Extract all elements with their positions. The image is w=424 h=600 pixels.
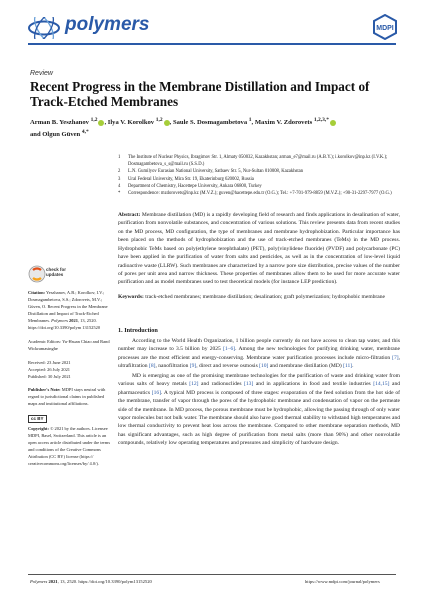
accepted-date: Accepted: 26 July 2021 (28, 366, 71, 372)
citation-text: Yeszhanov, A.B.; Korolkov, I.V.; Dosmagambetova, S.S.; Zdorovets, M.V.; Güven, O. Recent Progress in the Membrane Distillation and Impact of Track-Etched Membranes. (28, 290, 108, 323)
correspondence-text: Correspondence: mzdorovets@inp.kz (M.V.Z.); guven@hacettepe.edu.tr (O.G.); Tel.: +7-701-979-8859 (M.V.Z.); +90-31-2297-7977 (O.G.) (128, 191, 392, 197)
citation (28, 290, 112, 332)
published-date: Published: 30 July 2021 (28, 373, 71, 379)
correspondence (118, 190, 398, 197)
keywords (118, 293, 400, 301)
orcid-icon[interactable] (330, 120, 336, 126)
affiliation-ref: 1,2 (155, 117, 163, 123)
reference-link[interactable]: [7] (392, 354, 399, 361)
text-run: , nanofiltration (155, 363, 190, 370)
abstract-label: Abstract: (118, 212, 141, 218)
author-dosmagambetova[interactable]: , Saule S. Dosmagambetova (169, 119, 249, 127)
affiliation-item (118, 183, 398, 190)
citation-doi[interactable]: , 13, 2520. https://doi.org/10.3390/polym 13152520 (28, 317, 101, 330)
keywords-text: track-etched membranes; membrane distillation; desalination; graft polymerization; hydrophobic membrane (143, 294, 385, 300)
affiliations (118, 154, 398, 197)
text-run: and membrane distillation (MD) (268, 363, 344, 370)
text-run: . (352, 363, 354, 370)
abstract (118, 211, 400, 287)
reference-link[interactable]: [10] (259, 363, 269, 370)
affiliation-number: 2 (118, 169, 121, 175)
journal-name: polymers (65, 14, 150, 35)
citation-label: Citation: (28, 290, 46, 295)
text-run: . Among the new technologies for purifying drinking water, membrane processes are the most efficient and energy-conserving. Membrane water purification processes include micro-filtration (118, 346, 400, 361)
text-run: , ultrafiltration (118, 354, 400, 370)
polymers-journal-logo (28, 17, 60, 39)
reference-link[interactable]: [16] (151, 389, 162, 396)
publishers-note-label: Publisher's Note: (28, 387, 61, 393)
author-zdorovets[interactable]: , Maxim V. Zdorovets (251, 119, 314, 127)
reference-link[interactable]: [9] (189, 363, 197, 370)
affiliation-number: 1 (118, 155, 121, 160)
article-info-sidebar (28, 290, 112, 468)
reference-link[interactable]: [12] (189, 381, 199, 388)
copyright-label: Copyright: (28, 426, 49, 432)
cc-by-license-icon[interactable]: cc BY (28, 415, 47, 423)
copyright-text: © 2021 by the authors. Licensee MDPI, Basel, Switzerland. This article is an open access article distributed under the terms and conditions of the Creative Commons Attribution (CC BY) license (https:// creativecommons.org/licenses/by/ 4.0/). (28, 426, 111, 467)
affiliation-text: The Institute of Nuclear Physics, Ibragimov Str. 1, Almaty 050032, Kazakhstan; arman_e7@mail.ru (A.B.Y.); i.korolkov@inp.kz (I.V.K.); Dosmagambetova_s_s@mail.ru (S.S.D.) (128, 155, 388, 168)
publishers-note-text: MDPI stays neutral with regard to jurisdictional claims in published maps and institutional affiliations. (28, 387, 106, 407)
paper-title: Recent Progress in the Membrane Distillation and Impact of Track-Etched Membranes (30, 79, 370, 109)
publishers-note (28, 387, 112, 408)
footer-rule (28, 574, 396, 575)
author-korolkov[interactable]: , Ilya V. Korolkov (104, 119, 156, 127)
affiliation-ref: 1,2 (90, 117, 98, 123)
corresponding-mark: * (85, 128, 89, 135)
corresponding-mark: * (118, 191, 121, 197)
text-run: , direct and reverse osmosis (196, 363, 260, 370)
check-updates-line1: check for (46, 267, 67, 272)
footer-year: 2021 (47, 579, 58, 584)
reference-link[interactable]: [1–6] (223, 346, 236, 353)
footer-citation (30, 579, 152, 584)
affiliation-item (118, 168, 398, 175)
footer-journal-url[interactable]: https://www.mdpi.com/journal/polymers (305, 579, 380, 584)
affiliation-numbers: 4, (81, 128, 86, 135)
reference-link[interactable]: [8] (148, 363, 156, 370)
citation-journal: Polymers (51, 317, 68, 323)
author-yeszhanov[interactable]: Arman B. Yeszhanov (30, 119, 91, 127)
author-guven[interactable]: and Olgun Güven (30, 130, 82, 138)
footer-doi[interactable]: , 13, 2520. https://doi.org/10.3390/polym13152520 (57, 579, 152, 584)
mdpi-logo[interactable] (372, 14, 398, 40)
reference-link[interactable]: [11] (343, 363, 353, 370)
abstract-text: Membrane distillation (MD) is a rapidly developing field of research and finds applications in desalination of water, purification from nonvolatile substances, and concentration of various solutions. This review presents data from recent studies on the MD process, MD configuration, the type of membranes and membrane hydrophobization. Particular importance has been placed on the methods of hydrophobization and the use of track-etched membranes (TeMs) in the MD process. Hydrophobic TeMs based on poly(ethylene terephthalate) (PET), poly(vinylidene fluoride) (PVDF) and polycarbonate (PC) have been applied in the purification of water from salts and pesticides, as well as in the concentration of low-level liquid radioactive waste (LLRW). Such membranes are characterized by a narrow pore size distribution, precise values of the number of pores per unit area and narrow thickness. These properties of membranes allow them to be used for more accurate water purification and as model membranes used to test theoretical models (for instance LEP prediction). (118, 212, 400, 286)
text-run: MD is emerging as one of the promising membrane technologies for the purification of waste and drinking water from various salts of heavy metals (118, 372, 400, 388)
text-run: . A typical MD process is composed of three stages: evaporation of the feed solution from the hot side of the membrane, transfer of vapor through the pores of the hydrophobic membrane and condensation of vapor on the permeate side of the membrane. In MD process, the porous membrane must be hydrophobic, allowing the passing through of only water vapor molecules but not bulk water. The membrane should also have good thermal stability to withstand high temperatures and low thermal conductivity to prevent heat loss across the membrane. Compared to other membrane separation methods, MD has significant advantages, such as high degree of purification from metal salts (more than 90%) and other nonvolatile compounds, relatively low operating temperatures and pressures and simplicity of hardware design. (118, 389, 400, 447)
affiliation-ref (82, 129, 89, 135)
affiliation-numbers: 1,2,3, (313, 117, 327, 123)
affiliation-ref: 1 (248, 117, 252, 123)
affiliation-text: Ural Federal University, Mira Str. 19, Ekaterinburg 620002, Russia (128, 176, 254, 182)
footer-journal: Polymers (30, 579, 48, 584)
corresponding-mark: * (326, 117, 329, 123)
keywords-label: Keywords: (118, 294, 144, 300)
check-for-updates-label (46, 267, 66, 277)
affiliation-text: L.N. Gumilyov Eurasian National University, Satbaev Str. 5, Nur-Sultan 010008, Kazakhstan (128, 169, 304, 175)
body-text (118, 337, 400, 448)
paragraph (118, 372, 400, 448)
text-run: According to the World Health Organization, 1 billion people currently do not have access to clean tap water, and this number may increase to 3.5 billion by 2025 (118, 338, 400, 353)
article-type: Review (30, 70, 53, 77)
affiliation-item (118, 176, 398, 183)
section-heading: 1. Introduction (118, 327, 158, 334)
paragraph (118, 337, 400, 371)
affiliation-ref (314, 117, 329, 123)
text-run: and radionuclides (198, 381, 245, 388)
reference-link[interactable]: [13] (244, 381, 254, 388)
header-rule (28, 43, 396, 45)
text-run: and in applications in food and textile industries (253, 381, 374, 388)
affiliation-text: Department of Chemistry, Hacettepe University, Ankara 06800, Turkey (128, 183, 262, 189)
citation-year: 2021 (67, 317, 78, 323)
text-run: and pharmaceutics (118, 381, 400, 396)
author-list (30, 116, 370, 139)
reference-link[interactable]: [14,15] (373, 381, 390, 388)
received-date: Received: 23 June 2021 (28, 359, 71, 365)
affiliation-item (118, 154, 398, 168)
affiliation-number: 3 (118, 176, 121, 182)
academic-editors: Academic Editors: Yu-Hsuan Chiao and Rand Wickramasinghe (28, 338, 110, 351)
svg-text:MDPI: MDPI (376, 25, 394, 32)
affiliation-number: 4 (118, 183, 121, 189)
copyright (28, 426, 112, 468)
check-updates-line2: updates (46, 272, 64, 277)
